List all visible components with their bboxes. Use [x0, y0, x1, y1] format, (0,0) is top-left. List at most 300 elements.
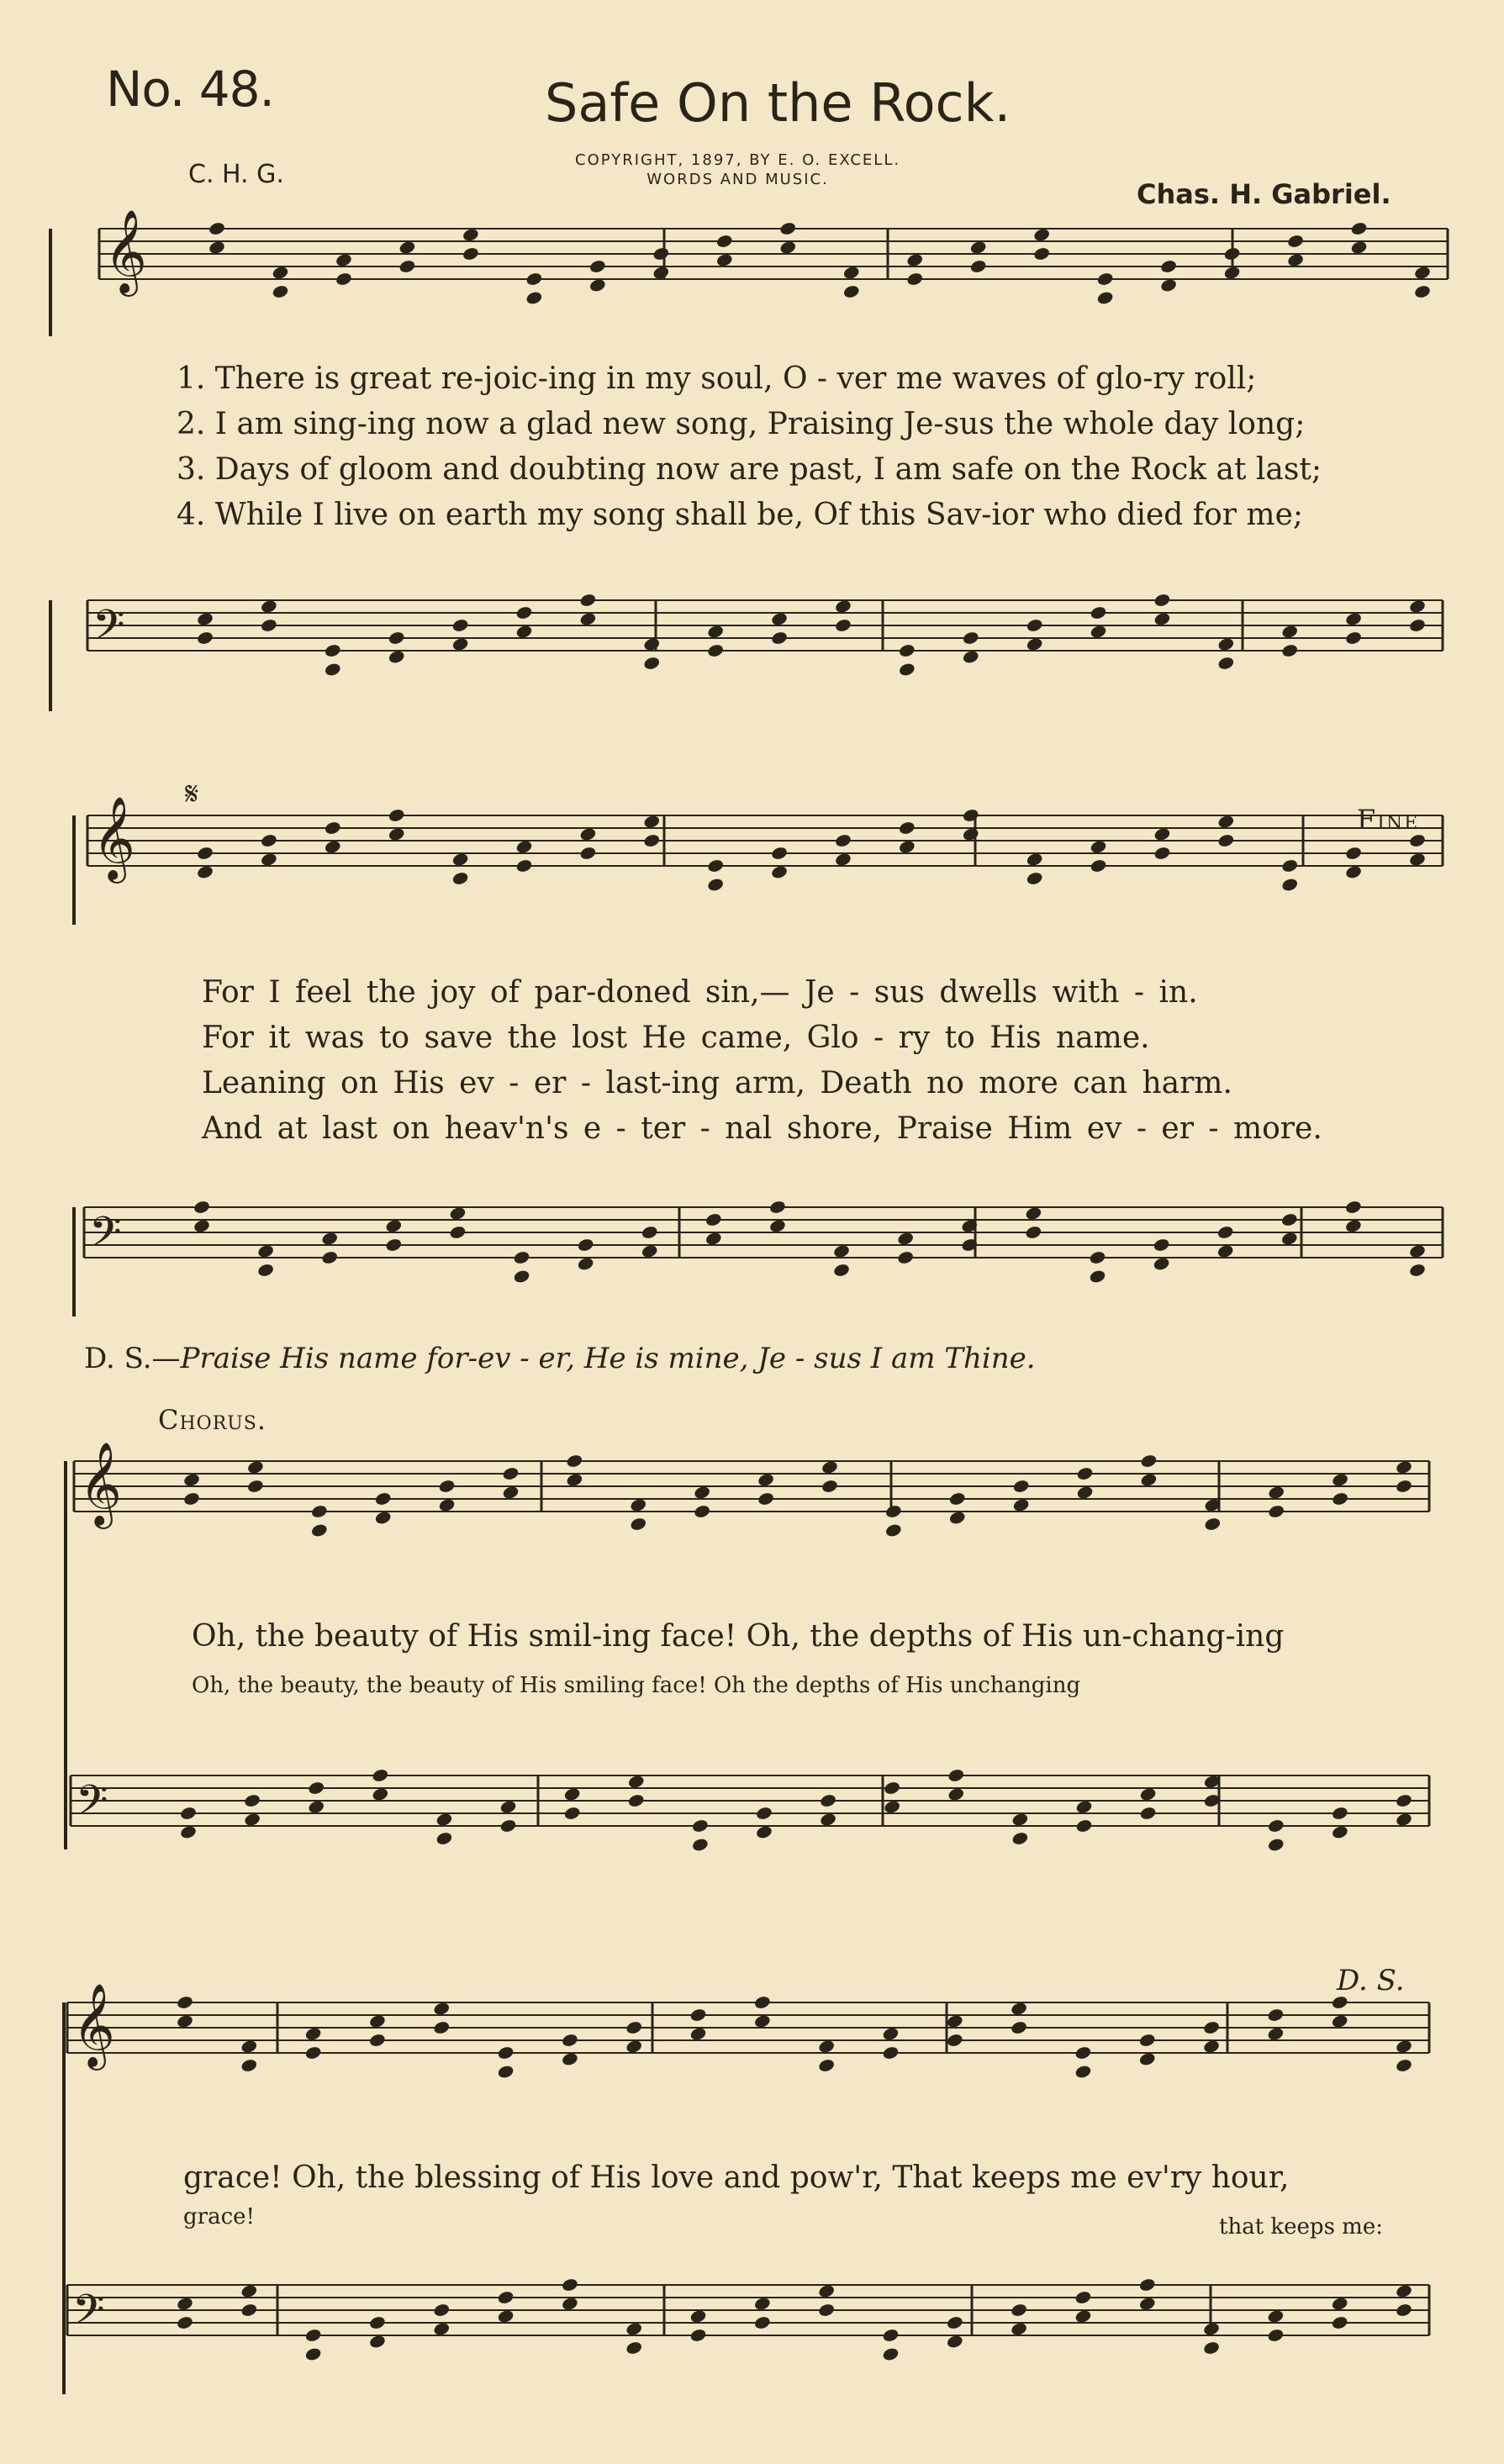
notehead: [1139, 1786, 1157, 1802]
notehead: [706, 643, 724, 658]
notehead: [1138, 2296, 1156, 2311]
bass-clef-icon: 𝄢: [92, 601, 125, 660]
fine-mark: Fine: [1357, 804, 1420, 836]
notehead: [1202, 2039, 1220, 2054]
treble-clef-icon: 𝄞: [104, 209, 147, 293]
notehead: [1344, 631, 1362, 646]
segno-mark: 𝄋: [185, 775, 199, 812]
notehead: [243, 1812, 261, 1827]
notehead: [435, 1812, 453, 1827]
notehead: [385, 1218, 403, 1233]
chorus-lyric-line: grace! Oh, the blessing of His love and pow'r, That keeps me ev'ry hour,: [183, 2161, 1290, 2195]
notehead: [256, 1263, 274, 1278]
notehead: [898, 839, 916, 854]
notehead: [757, 1491, 774, 1506]
notehead: [502, 1485, 520, 1500]
notehead: [641, 1243, 658, 1258]
notehead: [1010, 2020, 1027, 2035]
notehead: [1408, 618, 1426, 633]
notehead: [1395, 2283, 1412, 2298]
treble-clef-icon: 𝄞: [72, 1983, 115, 2067]
notehead: [1138, 2277, 1156, 2293]
notehead: [388, 631, 405, 646]
notehead: [693, 1485, 710, 1500]
notehead: [1286, 252, 1304, 267]
notehead: [1096, 272, 1114, 287]
notehead: [1350, 221, 1368, 236]
notehead: [1267, 2026, 1285, 2041]
notehead: [368, 2334, 386, 2349]
notehead: [1153, 1237, 1170, 1253]
notehead: [579, 846, 597, 861]
notehead: [1223, 246, 1241, 261]
notehead: [705, 1212, 722, 1227]
notehead: [1267, 2308, 1285, 2324]
notehead: [577, 1256, 594, 1271]
hymn-title: Safe On the Rock.: [545, 72, 1011, 134]
notehead: [1344, 864, 1362, 879]
notehead: [755, 1824, 773, 1839]
notehead: [566, 1454, 583, 1469]
notehead: [579, 826, 597, 842]
notehead: [821, 1459, 838, 1475]
notehead: [398, 259, 416, 274]
notehead: [962, 649, 979, 664]
notehead: [1395, 1793, 1412, 1808]
notehead: [260, 618, 277, 633]
notehead: [1159, 277, 1177, 293]
notehead: [561, 2033, 578, 2048]
notehead: [625, 2321, 643, 2336]
notehead: [462, 227, 479, 242]
notehead: [513, 1269, 530, 1284]
notehead: [324, 662, 341, 677]
notehead: [1216, 1243, 1234, 1258]
notehead: [588, 259, 606, 274]
notehead: [1075, 1799, 1093, 1814]
notehead: [1010, 2303, 1027, 2318]
notehead: [1280, 1212, 1298, 1227]
notehead: [515, 839, 533, 854]
verse-line: 2. I am sing-ing now a glad new song, Praising Je-sus the whole day long;: [177, 407, 1306, 441]
notehead: [196, 631, 214, 646]
notehead: [304, 2346, 322, 2361]
notehead: [240, 2303, 258, 2318]
notehead: [715, 234, 733, 249]
notehead: [693, 1504, 710, 1519]
notehead: [372, 1786, 389, 1802]
notehead: [497, 2064, 515, 2079]
notehead: [176, 2013, 193, 2029]
notehead: [388, 826, 405, 842]
notehead: [451, 618, 469, 633]
treble-clef-icon: 𝄞: [92, 796, 135, 880]
notehead: [817, 2039, 835, 2054]
verse-line: 3. Days of gloom and doubting now are past, I am safe on the Rock at last;: [177, 452, 1322, 487]
notehead: [1026, 852, 1043, 867]
notehead: [176, 2296, 193, 2311]
notehead: [1153, 1256, 1170, 1271]
notehead: [821, 1479, 838, 1494]
notehead: [1025, 1225, 1042, 1240]
notehead: [502, 1466, 520, 1481]
notehead: [449, 1206, 467, 1221]
notehead: [579, 593, 597, 608]
ds-text: Praise His name for-ev - er, He is mine, Je - sus I am Thine.: [180, 1342, 1036, 1375]
notehead: [372, 1768, 389, 1783]
notehead: [641, 1225, 658, 1240]
notehead: [1267, 2328, 1285, 2343]
notehead: [817, 2058, 835, 2073]
notehead: [883, 1799, 900, 1814]
notehead: [240, 2283, 258, 2298]
notehead: [497, 2045, 515, 2060]
notehead: [1139, 1806, 1157, 1821]
notehead: [1344, 846, 1362, 861]
treble-clef-icon: 𝄞: [79, 1442, 122, 1526]
notehead: [882, 2346, 900, 2361]
notehead: [525, 290, 543, 305]
notehead: [834, 852, 852, 867]
notehead: [1217, 636, 1235, 652]
notehead: [1408, 1263, 1426, 1278]
notehead: [272, 284, 289, 299]
notehead: [193, 1200, 210, 1215]
notehead: [1395, 2303, 1412, 2318]
notehead: [321, 1250, 339, 1265]
notehead: [898, 643, 916, 658]
notehead: [438, 1497, 456, 1512]
notehead: [947, 1768, 965, 1783]
notehead: [246, 1479, 264, 1494]
notehead: [1090, 605, 1107, 620]
notehead: [240, 2058, 258, 2073]
notehead: [1089, 1269, 1106, 1284]
notehead: [1286, 234, 1304, 249]
notehead: [1074, 2308, 1092, 2324]
notehead: [433, 2001, 451, 2016]
notehead: [770, 631, 788, 646]
notehead: [260, 833, 277, 848]
notehead: [1090, 858, 1107, 873]
notehead: [643, 636, 661, 652]
notehead: [1202, 2020, 1220, 2035]
notehead: [715, 252, 733, 267]
notehead: [499, 1799, 517, 1814]
notehead: [834, 833, 852, 848]
notehead: [1010, 2001, 1027, 2016]
notehead: [630, 1497, 647, 1512]
notehead: [179, 1806, 197, 1821]
notehead: [1395, 2039, 1412, 2054]
notehead: [308, 1799, 325, 1814]
notehead: [1138, 2051, 1156, 2066]
notehead: [451, 636, 469, 652]
notehead: [588, 277, 606, 293]
notehead: [398, 240, 416, 255]
notehead: [1076, 1485, 1094, 1500]
notehead: [1032, 227, 1050, 242]
notehead: [948, 1491, 966, 1506]
notehead: [753, 2315, 771, 2330]
verse-line: 4. While I live on earth my song shall be, Of this Sav-ior who died for me;: [177, 498, 1303, 532]
notehead: [462, 246, 479, 261]
notehead: [196, 611, 214, 626]
notehead: [310, 1522, 328, 1538]
notehead: [1074, 2290, 1092, 2305]
notehead: [246, 1459, 264, 1475]
notehead: [1140, 1472, 1158, 1487]
notehead: [1012, 1479, 1030, 1494]
notehead: [882, 2026, 900, 2041]
notehead: [435, 1831, 453, 1846]
notehead: [882, 2328, 900, 2343]
notehead: [768, 1218, 786, 1233]
chorus-label: Chorus.: [158, 1404, 267, 1436]
ds-mark: D. S.: [1337, 1964, 1405, 1997]
notehead: [969, 259, 987, 274]
notehead: [1074, 2064, 1092, 2079]
notehead: [1268, 1504, 1285, 1519]
notehead: [946, 2033, 963, 2048]
notehead: [515, 858, 533, 873]
notehead: [753, 2013, 771, 2029]
notehead: [1202, 2340, 1220, 2356]
notehead: [705, 1231, 722, 1246]
notehead: [689, 2308, 707, 2324]
notehead: [1153, 611, 1171, 626]
notehead: [757, 1472, 774, 1487]
notehead: [388, 649, 405, 664]
refrain-line: Leaning on His ev - er - last-ing arm, Death no more can harm.: [202, 1066, 1232, 1100]
notehead: [962, 631, 979, 646]
notehead: [1074, 2045, 1092, 2060]
notehead: [689, 2328, 707, 2343]
notehead: [433, 2020, 451, 2035]
notehead: [1331, 2315, 1348, 2330]
notehead: [433, 2303, 451, 2318]
notehead: [304, 2026, 322, 2041]
notehead: [579, 611, 597, 626]
notehead: [304, 2045, 322, 2060]
notehead: [884, 1522, 902, 1538]
notehead: [1138, 2033, 1156, 2048]
notehead: [374, 1510, 392, 1525]
notehead: [256, 1243, 274, 1258]
notehead: [1344, 1218, 1362, 1233]
notehead: [563, 1786, 581, 1802]
notehead: [243, 1793, 261, 1808]
notehead: [706, 877, 724, 892]
notehead: [577, 1237, 594, 1253]
copyright-sub-line: WORDS AND MUSIC.: [646, 170, 829, 188]
notehead: [324, 820, 341, 836]
notehead: [176, 1995, 193, 2010]
refrain-line: For it was to save the lost He came, Glo - ry to His name.: [202, 1021, 1150, 1055]
notehead: [906, 252, 924, 267]
notehead: [898, 662, 916, 677]
notehead: [176, 2315, 193, 2330]
notehead: [1217, 814, 1235, 829]
notehead: [385, 1237, 403, 1253]
notehead: [196, 846, 214, 861]
notehead: [834, 618, 852, 633]
notehead: [1090, 624, 1107, 639]
composer-name: Chas. H. Gabriel.: [1137, 178, 1391, 210]
notehead: [896, 1250, 914, 1265]
notehead: [842, 265, 860, 280]
notehead: [368, 2013, 386, 2029]
notehead: [1350, 240, 1368, 255]
notehead: [1408, 852, 1426, 867]
notehead: [304, 2328, 322, 2343]
notehead: [652, 265, 670, 280]
notehead: [1025, 1206, 1042, 1221]
notehead: [1331, 2296, 1348, 2311]
bass-clef-icon: 𝄢: [89, 1208, 122, 1267]
notehead: [770, 846, 788, 861]
notehead: [1331, 1472, 1348, 1487]
notehead: [948, 1510, 966, 1525]
notehead: [884, 1504, 902, 1519]
refrain-line: And at last on heav'n's e - ter - nal shore, Praise Him ev - er - more.: [202, 1111, 1322, 1146]
notehead: [1153, 593, 1171, 608]
notehead: [627, 1793, 645, 1808]
notehead: [272, 265, 289, 280]
notehead: [561, 2051, 578, 2066]
notehead: [652, 246, 670, 261]
notehead: [1267, 2008, 1285, 2023]
notehead: [1331, 2013, 1348, 2029]
refrain-line: For I feel the joy of par-doned sin,— Je - sus dwells with - in.: [202, 975, 1198, 1010]
notehead: [1032, 246, 1050, 261]
notehead: [449, 1225, 467, 1240]
notehead: [1140, 1454, 1158, 1469]
notehead: [1281, 877, 1299, 892]
notehead: [497, 2290, 515, 2305]
notehead: [1153, 846, 1171, 861]
notehead: [691, 1837, 709, 1852]
notehead: [627, 1774, 645, 1789]
chorus-echo-line: grace!: [183, 2204, 255, 2229]
notehead: [1096, 290, 1114, 305]
notehead: [819, 1793, 836, 1808]
notehead: [451, 852, 469, 867]
notehead: [208, 240, 225, 255]
notehead: [753, 1995, 771, 2010]
notehead: [310, 1504, 328, 1519]
notehead: [1076, 1466, 1094, 1481]
notehead: [1281, 858, 1299, 873]
notehead: [1204, 1517, 1222, 1532]
notehead: [819, 1812, 836, 1827]
notehead: [260, 852, 277, 867]
notehead: [969, 240, 987, 255]
notehead: [906, 272, 924, 287]
notehead: [563, 1806, 581, 1821]
notehead: [643, 833, 661, 848]
notehead: [561, 2277, 578, 2293]
notehead: [1344, 611, 1362, 626]
notehead: [368, 2315, 386, 2330]
notehead: [1413, 265, 1431, 280]
notehead: [946, 2013, 963, 2029]
notehead: [768, 1200, 786, 1215]
notehead: [832, 1263, 850, 1278]
notehead: [1090, 839, 1107, 854]
notehead: [1153, 826, 1171, 842]
author-initials: C. H. G.: [188, 160, 284, 189]
bass-clef-icon: 𝄢: [72, 2286, 105, 2345]
notehead: [1267, 1837, 1285, 1852]
notehead: [947, 1786, 965, 1802]
notehead: [643, 814, 661, 829]
notehead: [817, 2303, 835, 2318]
notehead: [1217, 656, 1235, 671]
notehead: [630, 1517, 647, 1532]
notehead: [335, 272, 352, 287]
notehead: [324, 839, 341, 854]
notehead: [962, 826, 979, 842]
notehead: [1026, 871, 1043, 886]
bass-clef-icon: 𝄢: [76, 1776, 108, 1835]
notehead: [1413, 284, 1431, 299]
notehead: [946, 2315, 963, 2330]
notehead: [706, 624, 724, 639]
notehead: [1075, 1818, 1093, 1833]
verse-line: 1. There is great re-joic-ing in my soul, O - ver me waves of glo-ry roll;: [177, 361, 1257, 396]
notehead: [689, 2026, 707, 2041]
notehead: [451, 871, 469, 886]
notehead: [625, 2039, 643, 2054]
notehead: [882, 2045, 900, 2060]
chorus-lyric-line: Oh, the beauty of His smil-ing face! Oh, the depths of His un-chang-ing: [192, 1619, 1285, 1654]
notehead: [1395, 1479, 1412, 1494]
notehead: [1281, 624, 1299, 639]
notehead: [1010, 2321, 1027, 2336]
notehead: [182, 1472, 200, 1487]
notehead: [561, 2296, 578, 2311]
notehead: [321, 1231, 339, 1246]
notehead: [513, 1250, 530, 1265]
notehead: [691, 1818, 709, 1833]
notehead: [779, 221, 797, 236]
notehead: [1267, 1818, 1285, 1833]
notehead: [182, 1491, 200, 1506]
notehead: [1408, 1243, 1426, 1258]
notehead: [308, 1781, 325, 1796]
notehead: [566, 1472, 583, 1487]
notehead: [515, 624, 533, 639]
notehead: [625, 2020, 643, 2035]
notehead: [625, 2340, 643, 2356]
notehead: [515, 605, 533, 620]
notehead: [1395, 1812, 1412, 1827]
notehead: [898, 820, 916, 836]
notehead: [1089, 1250, 1106, 1265]
notehead: [1011, 1831, 1029, 1846]
notehead: [755, 1806, 773, 1821]
notehead: [1395, 2058, 1412, 2073]
notehead: [896, 1231, 914, 1246]
notehead: [1344, 1200, 1362, 1215]
copyright-line: COPYRIGHT, 1897, BY E. O. EXCELL.: [575, 151, 901, 169]
notehead: [962, 808, 979, 823]
ds-prefix: D. S.—: [84, 1342, 181, 1375]
ds-lyric-line: [84, 1342, 1036, 1375]
notehead: [817, 2283, 835, 2298]
notehead: [240, 2039, 258, 2054]
